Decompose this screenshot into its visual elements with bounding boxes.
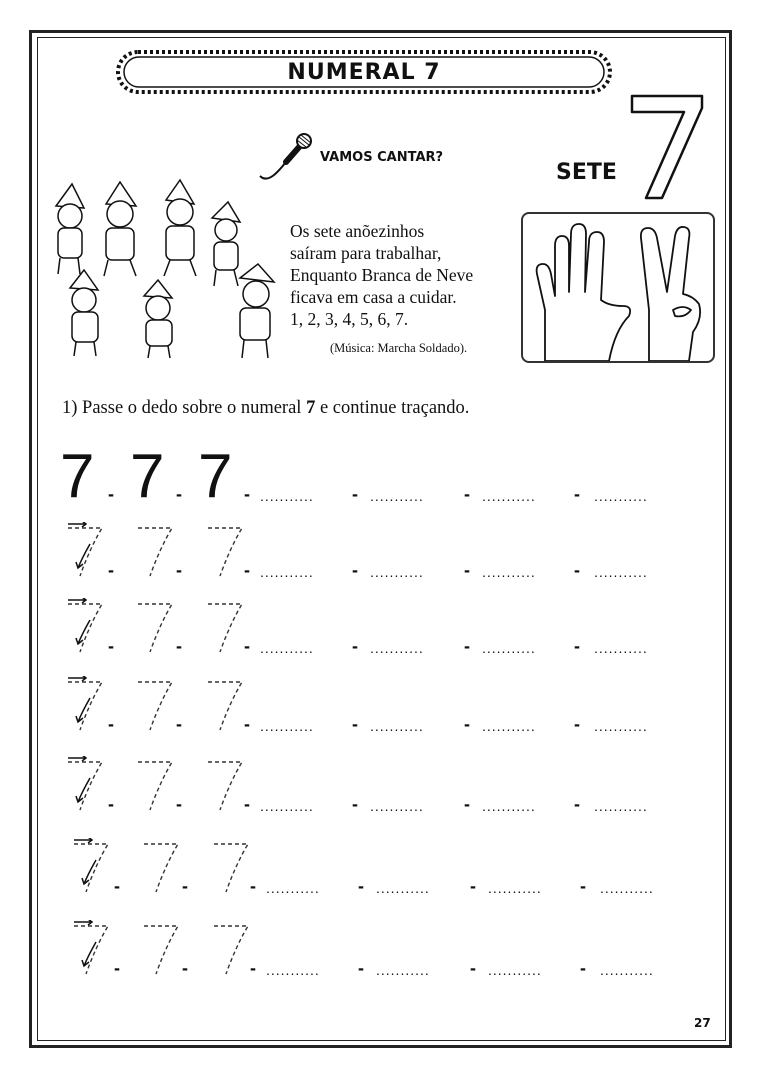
tracing-row xyxy=(60,442,700,516)
separator-dash: - xyxy=(470,876,476,896)
number-word: SETE xyxy=(556,160,617,185)
dashed-seven xyxy=(138,762,172,810)
dotted-tracing-line: ........... xyxy=(370,798,424,814)
outlined-seven xyxy=(626,92,706,202)
tracing-row xyxy=(60,676,700,746)
exercise-instruction xyxy=(62,398,469,419)
dashed-sevens xyxy=(60,676,260,746)
lyric-line: Enquanto Branca de Neve xyxy=(290,265,474,285)
separator-dash: - xyxy=(182,958,188,978)
dotted-tracing-line: ........... xyxy=(482,718,536,734)
separator-dash: - xyxy=(108,636,114,656)
dotted-tracing-line: ........... xyxy=(594,798,648,814)
separator-dash: - xyxy=(244,560,250,580)
lyric-line: Os sete anõezinhos xyxy=(290,221,425,241)
separator-dash: - xyxy=(114,876,120,896)
separator-dash: - xyxy=(464,484,470,504)
separator-dash: - xyxy=(464,560,470,580)
separator-dash: - xyxy=(580,958,586,978)
hands-counting-seven-illustration xyxy=(521,212,715,363)
tracing-row xyxy=(60,838,700,908)
dotted-tracing-line: ........... xyxy=(266,962,320,978)
dotted-tracing-line: ........... xyxy=(376,962,430,978)
separator-dash: - xyxy=(108,484,114,504)
arrow-right-icon xyxy=(68,522,86,527)
exercise-text-end: e continue traçando. xyxy=(319,398,470,418)
dashed-seven xyxy=(214,926,248,974)
separator-dash: - xyxy=(176,794,182,814)
separator-dash: - xyxy=(244,636,250,656)
dotted-tracing-line: ........... xyxy=(260,564,314,580)
dashed-seven xyxy=(144,844,178,892)
microphone-icon xyxy=(256,132,320,184)
arrow-right-icon xyxy=(68,676,86,681)
dotted-tracing-line: ........... xyxy=(370,488,424,504)
separator-dash: - xyxy=(244,714,250,734)
dotted-tracing-line: ........... xyxy=(370,640,424,656)
separator-dash: - xyxy=(464,794,470,814)
dotted-tracing-line: ........... xyxy=(260,718,314,734)
dotted-tracing-line: ........... xyxy=(482,488,536,504)
dashed-seven xyxy=(208,682,242,730)
sing-heading xyxy=(256,132,456,184)
separator-dash: - xyxy=(176,714,182,734)
dashed-seven xyxy=(68,756,102,810)
separator-dash: - xyxy=(574,636,580,656)
dashed-seven xyxy=(74,838,108,892)
separator-dash: - xyxy=(114,958,120,978)
dashed-seven xyxy=(68,522,102,576)
hands-icon xyxy=(523,214,713,361)
separator-dash: - xyxy=(352,484,358,504)
separator-dash: - xyxy=(108,714,114,734)
dotted-tracing-line: ........... xyxy=(594,564,648,580)
dashed-seven xyxy=(208,762,242,810)
separator-dash: - xyxy=(176,484,182,504)
dashed-seven xyxy=(138,604,172,652)
dotted-tracing-line: ........... xyxy=(594,488,648,504)
dotted-tracing-line: ........... xyxy=(594,718,648,734)
dashed-seven xyxy=(68,598,102,652)
separator-dash: - xyxy=(574,484,580,504)
separator-dash: - xyxy=(182,876,188,896)
dotted-tracing-line: ........... xyxy=(266,880,320,896)
sing-label: VAMOS CANTAR? xyxy=(320,150,444,165)
arrow-right-icon xyxy=(68,598,86,603)
dotted-tracing-line: ........... xyxy=(482,798,536,814)
separator-dash: - xyxy=(464,636,470,656)
solid-seven: 7 xyxy=(198,442,233,511)
dashed-seven xyxy=(208,528,242,576)
exercise-highlight: 7 xyxy=(306,398,316,418)
lyric-line: ficava em casa a cuidar. xyxy=(290,287,457,307)
dotted-tracing-line: ........... xyxy=(600,880,654,896)
lyric-line: 1, 2, 3, 4, 5, 6, 7. xyxy=(290,309,409,329)
separator-dash: - xyxy=(176,636,182,656)
title-banner xyxy=(116,48,612,96)
dashed-sevens xyxy=(60,920,260,990)
separator-dash: - xyxy=(352,560,358,580)
dashed-sevens xyxy=(60,522,260,592)
separator-dash: - xyxy=(176,560,182,580)
dotted-tracing-line: ........... xyxy=(370,718,424,734)
separator-dash: - xyxy=(250,958,256,978)
dotted-tracing-line: ........... xyxy=(488,962,542,978)
solid-seven: 7 xyxy=(60,442,95,511)
lyric-line: saíram para trabalhar, xyxy=(290,243,442,263)
dashed-seven xyxy=(214,844,248,892)
dashed-sevens xyxy=(60,598,260,668)
separator-dash: - xyxy=(358,876,364,896)
dotted-tracing-line: ........... xyxy=(370,564,424,580)
dashed-sevens xyxy=(60,838,260,908)
separator-dash: - xyxy=(352,636,358,656)
separator-dash: - xyxy=(574,714,580,734)
page-title: NUMERAL 7 xyxy=(287,59,441,85)
separator-dash: - xyxy=(470,958,476,978)
dotted-tracing-line: ........... xyxy=(482,640,536,656)
separator-dash: - xyxy=(244,794,250,814)
separator-dash: - xyxy=(352,714,358,734)
tracing-row xyxy=(60,598,700,668)
separator-dash: - xyxy=(352,794,358,814)
separator-dash: - xyxy=(250,876,256,896)
separator-dash: - xyxy=(574,560,580,580)
tracing-row xyxy=(60,522,700,592)
arrow-right-icon xyxy=(68,756,86,761)
dotted-tracing-line: ........... xyxy=(482,564,536,580)
dashed-seven xyxy=(138,682,172,730)
page-number: 27 xyxy=(694,1016,711,1030)
separator-dash: - xyxy=(464,714,470,734)
song-credit: (Música: Marcha Soldado). xyxy=(330,341,468,355)
solid-seven: 7 xyxy=(130,442,165,511)
dashed-seven xyxy=(144,926,178,974)
dotted-tracing-line: ........... xyxy=(260,488,314,504)
separator-dash: - xyxy=(244,484,250,504)
dotted-tracing-line: ........... xyxy=(600,962,654,978)
dashed-seven xyxy=(74,920,108,974)
dotted-tracing-line: ........... xyxy=(376,880,430,896)
separator-dash: - xyxy=(108,560,114,580)
dashed-sevens xyxy=(60,756,260,826)
arrow-right-icon xyxy=(74,838,92,843)
exercise-text: Passe o dedo sobre o numeral xyxy=(82,398,302,418)
tracing-row xyxy=(60,920,700,990)
dashed-seven xyxy=(68,676,102,730)
song-lyrics xyxy=(290,220,473,330)
separator-dash: - xyxy=(358,958,364,978)
tracing-row xyxy=(60,756,700,826)
dashed-seven xyxy=(208,604,242,652)
dotted-tracing-line: ........... xyxy=(594,640,648,656)
exercise-number: 1) xyxy=(62,398,78,418)
arrow-right-icon xyxy=(74,920,92,925)
dashed-seven xyxy=(138,528,172,576)
seven-dwarfs-illustration xyxy=(44,178,284,370)
separator-dash: - xyxy=(108,794,114,814)
separator-dash: - xyxy=(580,876,586,896)
dotted-tracing-line: ........... xyxy=(260,640,314,656)
dotted-tracing-line: ........... xyxy=(488,880,542,896)
dotted-tracing-line: ........... xyxy=(260,798,314,814)
separator-dash: - xyxy=(574,794,580,814)
